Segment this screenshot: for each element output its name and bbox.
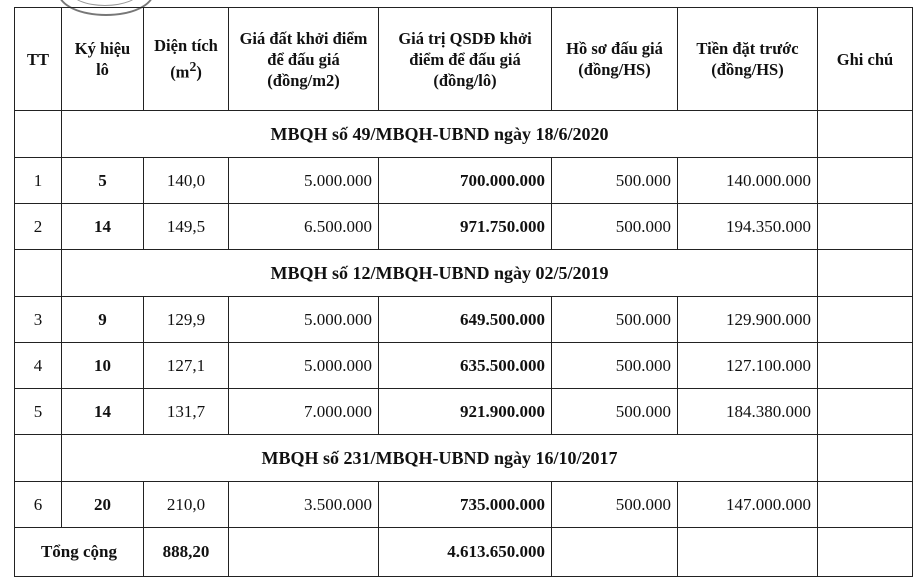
cell-area: 131,7	[144, 389, 229, 435]
cell-area: 210,0	[144, 482, 229, 528]
cell-lot: 5	[62, 158, 144, 204]
cell-tt: 3	[15, 297, 62, 343]
cell-lot: 14	[62, 204, 144, 250]
cell-use-value: 635.500.000	[379, 343, 552, 389]
cell-use-value: 700.000.000	[379, 158, 552, 204]
cell-land-price: 5.000.000	[229, 297, 379, 343]
group-label: MBQH số 231/MBQH-UBND ngày 16/10/2017	[62, 435, 818, 482]
group-row	[15, 435, 913, 482]
header-tt: TT	[15, 8, 62, 111]
cell-dossier: 500.000	[552, 297, 678, 343]
total-land-price	[229, 528, 379, 577]
cell-tt: 1	[15, 158, 62, 204]
total-row	[15, 528, 913, 577]
cell-note	[818, 297, 913, 343]
cell-note	[818, 343, 913, 389]
table-row	[15, 482, 913, 528]
group-row	[15, 250, 913, 297]
cell-lot: 20	[62, 482, 144, 528]
cell-lot: 9	[62, 297, 144, 343]
group-label: MBQH số 49/MBQH-UBND ngày 18/6/2020	[62, 111, 818, 158]
group-note-cell	[818, 435, 913, 482]
group-note-cell	[818, 111, 913, 158]
group-label: MBQH số 12/MBQH-UBND ngày 02/5/2019	[62, 250, 818, 297]
header-use-value: Giá trị QSDĐ khởi điểm để đấu giá (đồng/lô)	[379, 8, 552, 111]
header-land-price: Giá đất khởi điểm để đấu giá (đồng/m2)	[229, 8, 379, 111]
cell-lot: 14	[62, 389, 144, 435]
total-dossier	[552, 528, 678, 577]
total-deposit	[678, 528, 818, 577]
cell-deposit: 140.000.000	[678, 158, 818, 204]
cell-deposit: 194.350.000	[678, 204, 818, 250]
total-use-value: 4.613.650.000	[379, 528, 552, 577]
cell-land-price: 5.000.000	[229, 343, 379, 389]
cell-deposit: 147.000.000	[678, 482, 818, 528]
header-row	[15, 8, 913, 111]
table-row	[15, 204, 913, 250]
header-deposit: Tiền đặt trước (đồng/HS)	[678, 8, 818, 111]
cell-note	[818, 158, 913, 204]
cell-dossier: 500.000	[552, 158, 678, 204]
group-row	[15, 111, 913, 158]
cell-use-value: 649.500.000	[379, 297, 552, 343]
cell-land-price: 3.500.000	[229, 482, 379, 528]
group-tt-cell	[15, 435, 62, 482]
total-label: Tổng cộng	[15, 528, 144, 577]
table-row	[15, 297, 913, 343]
auction-lot-table	[14, 7, 913, 577]
group-tt-cell	[15, 111, 62, 158]
cell-note	[818, 204, 913, 250]
table-row	[15, 389, 913, 435]
cell-deposit: 127.100.000	[678, 343, 818, 389]
cell-dossier: 500.000	[552, 482, 678, 528]
cell-use-value: 971.750.000	[379, 204, 552, 250]
cell-note	[818, 482, 913, 528]
table-row	[15, 343, 913, 389]
group-tt-cell	[15, 250, 62, 297]
cell-dossier: 500.000	[552, 389, 678, 435]
cell-deposit: 184.380.000	[678, 389, 818, 435]
cell-dossier: 500.000	[552, 343, 678, 389]
table-body	[15, 111, 913, 577]
cell-tt: 5	[15, 389, 62, 435]
cell-use-value: 735.000.000	[379, 482, 552, 528]
header-lot: Ký hiệu lô	[62, 8, 144, 111]
cell-land-price: 5.000.000	[229, 158, 379, 204]
cell-tt: 2	[15, 204, 62, 250]
cell-lot: 10	[62, 343, 144, 389]
cell-land-price: 6.500.000	[229, 204, 379, 250]
cell-area: 129,9	[144, 297, 229, 343]
cell-dossier: 500.000	[552, 204, 678, 250]
cell-land-price: 7.000.000	[229, 389, 379, 435]
cell-area: 127,1	[144, 343, 229, 389]
cell-area: 149,5	[144, 204, 229, 250]
total-area: 888,20	[144, 528, 229, 577]
cell-note	[818, 389, 913, 435]
cell-use-value: 921.900.000	[379, 389, 552, 435]
cell-tt: 4	[15, 343, 62, 389]
header-note: Ghi chú	[818, 8, 913, 111]
cell-deposit: 129.900.000	[678, 297, 818, 343]
header-dossier: Hồ sơ đấu giá (đồng/HS)	[552, 8, 678, 111]
total-note	[818, 528, 913, 577]
cell-area: 140,0	[144, 158, 229, 204]
table-row	[15, 158, 913, 204]
group-note-cell	[818, 250, 913, 297]
cell-tt: 6	[15, 482, 62, 528]
header-area: Diện tích $(m^2)$	[144, 8, 229, 111]
